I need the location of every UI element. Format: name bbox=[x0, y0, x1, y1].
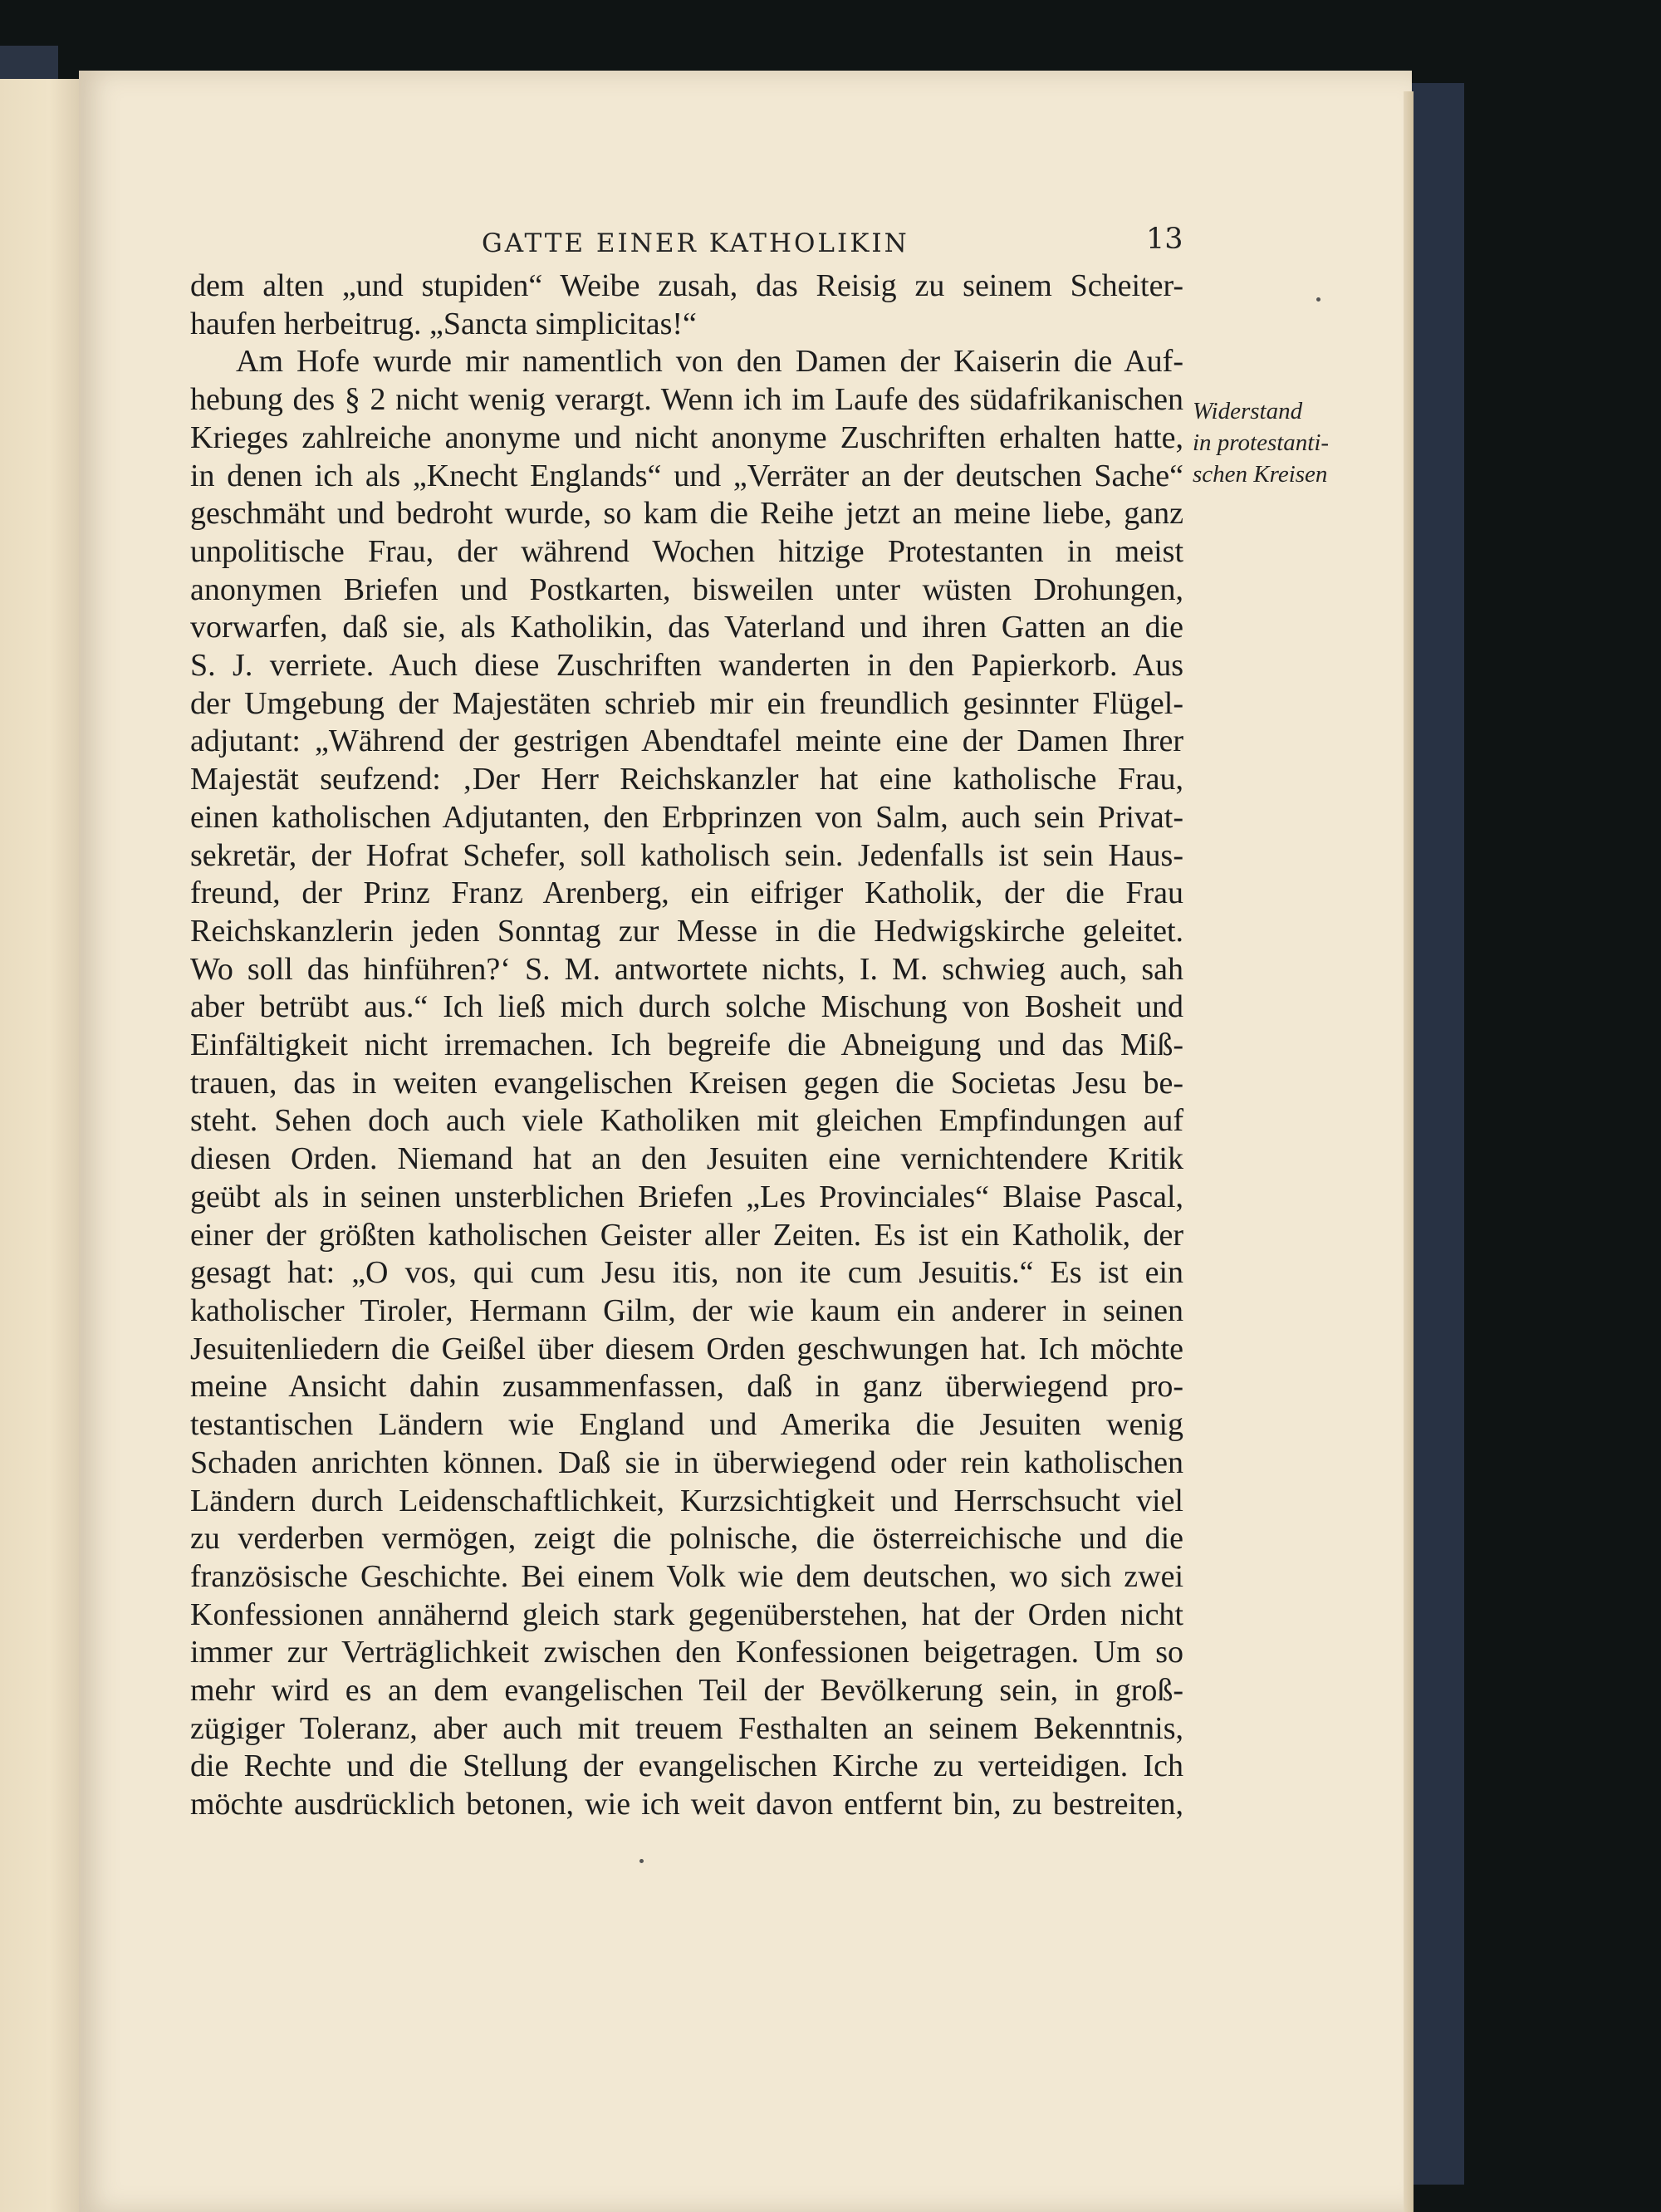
text-line: adjutant: „Während der gestrigen Abendtafel meinte eine der Damen Ihrer bbox=[190, 723, 1183, 759]
text-line: dem alten „und stupiden“ Weibe zusah, das Reisig zu seinem Scheiter- bbox=[190, 268, 1183, 303]
text-line: unpolitische Frau, der während Wochen hitzige Protestanten in meist bbox=[190, 533, 1183, 569]
text-line: Wo soll das hinführen?‘ S. M. antwortete nichts, I. M. schwieg auch, sah bbox=[190, 951, 1183, 987]
left-book-cover bbox=[0, 46, 58, 83]
text-line: Reichskanzlerin jeden Sonntag zur Messe in die Hedwigskirche geleitet. bbox=[190, 913, 1183, 949]
text-line: S. J. verriete. Auch diese Zuschriften wanderten in den Papierkorb. Aus bbox=[190, 648, 1183, 684]
text-line: gesagt hat: „O vos, qui cum Jesu itis, non ite cum Jesuitis.“ Es ist ein bbox=[190, 1255, 1183, 1291]
text-line: die Rechte und die Stellung der evangelischen Kirche zu verteidigen. Ich bbox=[190, 1749, 1183, 1784]
text-line: aber betrübt aus.“ Ich ließ mich durch solche Mischung von Bosheit und bbox=[190, 989, 1183, 1025]
marginal-note-line: Widerstand bbox=[1193, 398, 1303, 424]
text-line: geschmäht und bedroht wurde, so kam die Reihe jetzt an meine liebe, ganz bbox=[190, 496, 1183, 532]
marginal-note bbox=[1193, 395, 1384, 490]
text-line: Jesuitenliedern die Geißel über diesem Orden geschwungen hat. Ich möchte bbox=[190, 1331, 1183, 1366]
text-line: hebung des § 2 nicht wenig verargt. Wenn ich im Laufe des südafrikanischen bbox=[190, 382, 1183, 418]
text-line: einen katholischen Adjutanten, den Erbprinzen von Salm, auch sein Privat- bbox=[190, 799, 1183, 835]
text-line: haufen herbeitrug. „Sancta simplicitas!“ bbox=[190, 306, 697, 341]
text-line: einer der größten katholischen Geister aller Zeiten. Es ist ein Katholik, der bbox=[190, 1217, 1183, 1253]
left-page-edge bbox=[0, 79, 83, 2212]
body-text bbox=[190, 267, 1183, 1824]
text-line: der Umgebung der Majestäten schrieb mir ein freundlich gesinnter Flügel- bbox=[190, 685, 1183, 721]
paper-speck bbox=[1316, 297, 1320, 302]
text-line: möchte ausdrücklich betonen, wie ich weit davon entfernt bin, zu bestreiten, bbox=[190, 1787, 1183, 1822]
text-line: katholischer Tiroler, Hermann Gilm, der wie kaum ein anderer in seinen bbox=[190, 1292, 1183, 1328]
text-line: Ländern durch Leidenschaftlichkeit, Kurzsichtigkeit und Herrschsucht viel bbox=[190, 1483, 1183, 1518]
paper-speck bbox=[639, 1859, 644, 1863]
text-line: meine Ansicht dahin zusammenfassen, daß in ganz überwiegend pro- bbox=[190, 1369, 1183, 1405]
text-line: Krieges zahlreiche anonyme und nicht anonyme Zuschriften erhalten hatte, bbox=[190, 419, 1183, 455]
text-line: Einfältigkeit nicht irremachen. Ich begreife die Abneigung und das Miß- bbox=[190, 1028, 1183, 1063]
text-line: zügiger Toleranz, aber auch mit treuem Festhalten an seinem Bekenntnis, bbox=[190, 1710, 1183, 1746]
text-line: zu verderben vermögen, zeigt die polnische, die österreichische und die bbox=[190, 1521, 1183, 1557]
text-line: diesen Orden. Niemand hat an den Jesuiten eine vernichtendere Kritik bbox=[190, 1141, 1183, 1177]
text-line: anonymen Briefen und Postkarten, bisweilen unter wüsten Drohungen, bbox=[190, 571, 1183, 607]
page-edge bbox=[1404, 91, 1414, 2212]
text-line: sekretär, der Hofrat Schefer, soll katholisch sein. Jedenfalls ist sein Haus- bbox=[190, 837, 1183, 873]
text-line: Am Hofe wurde mir namentlich von den Damen der Kaiserin die Auf- bbox=[236, 344, 1183, 380]
text-line: Majestät seufzend: ‚Der Herr Reichskanzler hat eine katholische Frau, bbox=[190, 762, 1183, 797]
text-line: steht. Sehen doch auch viele Katholiken mit gleichen Empfindungen auf bbox=[190, 1103, 1183, 1139]
marginal-note-line: in protestanti- bbox=[1193, 429, 1330, 456]
text-line: Konfessionen annähernd gleich stark gegenüberstehen, hat der Orden nicht bbox=[190, 1596, 1183, 1632]
marginal-note-line: schen Kreisen bbox=[1193, 461, 1328, 488]
text-line: freund, der Prinz Franz Arenberg, ein eifriger Katholik, der die Frau bbox=[190, 875, 1183, 911]
text-line: in denen ich als „Knecht Englands“ und „Verräter an der deutschen Sache“ bbox=[190, 458, 1183, 493]
text-line: mehr wird es an dem evangelischen Teil der Bevölkerung sein, in groß- bbox=[190, 1673, 1183, 1709]
text-line: trauen, das in weiten evangelischen Kreisen gegen die Societas Jesu be- bbox=[190, 1065, 1183, 1101]
text-line: testantischen Ländern wie England und Amerika die Jesuiten wenig bbox=[190, 1407, 1183, 1443]
text-line: immer zur Verträglichkeit zwischen den Konfessionen beigetragen. Um so bbox=[190, 1635, 1183, 1670]
text-line: französische Geschichte. Bei einem Volk wie dem deutschen, wo sich zwei bbox=[190, 1558, 1183, 1594]
running-title: GATTE EINER KATHOLIKIN bbox=[482, 228, 909, 258]
page-number: 13 bbox=[1146, 223, 1183, 256]
text-line: geübt als in seinen unsterblichen Briefen „Les Provinciales“ Blaise Pascal, bbox=[190, 1179, 1183, 1214]
text-line: vorwarfen, daß sie, als Katholikin, das Vaterland und ihren Gatten an die bbox=[190, 610, 1183, 645]
text-line: Schaden anrichten können. Daß sie in überwiegend oder rein katholischen bbox=[190, 1444, 1183, 1480]
